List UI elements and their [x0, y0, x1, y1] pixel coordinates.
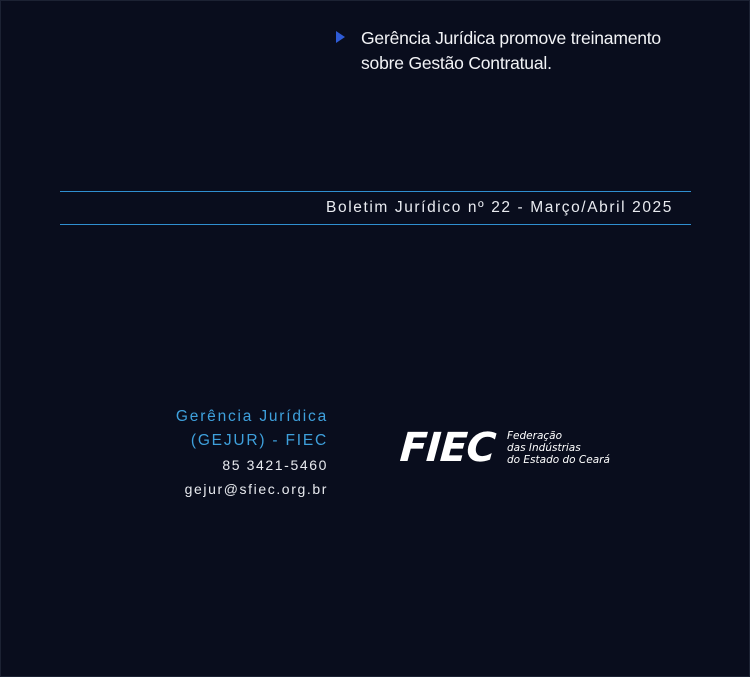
- department-name-line2: (GEJUR) - FIEC: [190, 432, 328, 449]
- fiec-logo-subtitle-line2: das Indústrias: [507, 442, 581, 454]
- contact-email[interactable]: gejur@sfiec.org.br: [184, 481, 328, 497]
- news-bullet-text-line1: Gerência Jurídica promove treinamento: [361, 28, 661, 48]
- bulletin-title: Boletim Jurídico nº 22 - Março/Abril 2025: [326, 199, 673, 216]
- contact-block: [176, 405, 328, 501]
- divider-top: [60, 191, 691, 192]
- fiec-logo[interactable]: [398, 425, 610, 472]
- fiec-logo-subtitle: [507, 430, 610, 466]
- fiec-logo-wordmark: FIEC: [398, 425, 497, 471]
- play-arrow-icon: [336, 31, 345, 43]
- fiec-logo-subtitle-line1: Federação: [507, 430, 563, 442]
- news-bullet-text[interactable]: [361, 26, 681, 76]
- contact-phone[interactable]: 85 3421-5460: [222, 457, 328, 473]
- fiec-logo-subtitle-line3: do Estado do Ceará: [507, 454, 610, 466]
- department-name-line1: Gerência Jurídica: [175, 408, 328, 425]
- divider-bottom: [60, 224, 691, 225]
- news-bullet-text-line2: sobre Gestão Contratual.: [361, 53, 552, 73]
